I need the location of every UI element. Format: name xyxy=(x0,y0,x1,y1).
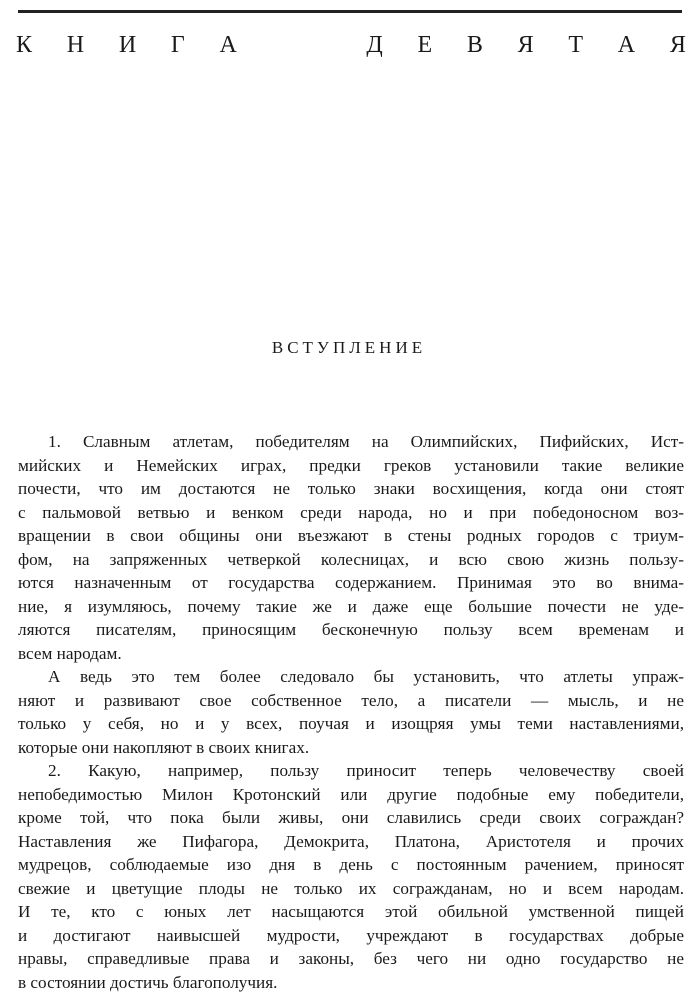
text-line: А ведь это тем более следовало бы установить, что атлеты упраж- xyxy=(48,667,684,686)
text-line: фом, на запряженных четверкой колесницах, и всю свою жизнь пользу- xyxy=(18,549,684,569)
text-line: всем народам. xyxy=(18,643,122,663)
book-title-letter: Я xyxy=(669,32,686,58)
section-title: ВСТУПЛЕНИЕ xyxy=(271,338,427,357)
text-line: нравы, справедливые права и законы, без чего ни одно государство не xyxy=(18,949,684,968)
book-title-letter: К xyxy=(16,32,33,58)
text-line: с пальмовой ветвью и венком среди народа, но и при победоносном воз- xyxy=(18,502,684,522)
text-line: только у себя, но и у всех, поучая и изощряя умы теми наставлениями, xyxy=(18,714,684,733)
text-line: 2. Какую, например, пользу приносит теперь человечеству своей xyxy=(48,761,684,780)
text-line: 1. Славным атлетам, победителям на Олимпийских, Пифийских, Ист- xyxy=(48,432,684,451)
body-text xyxy=(18,430,684,994)
text-line: ляются писателям, приносящим бесконечную пользу всем временам и xyxy=(18,620,684,639)
text-line: и достигают наивысшей мудрости, учреждают в государствах добрые xyxy=(18,925,684,945)
text-line: Наставления же Пифагора, Демокрита, Платона, Аристотеля и прочих xyxy=(18,831,684,851)
text-line: няют и развивают свое собственное тело, а писатели — мысль, и не xyxy=(18,690,684,710)
text-line: ются назначенным от государства содержанием. Принимая это во внима- xyxy=(18,573,684,592)
book-title-word-gap xyxy=(272,30,332,60)
book-title-letter: А xyxy=(219,32,237,58)
book-title-letter: Я xyxy=(517,32,534,58)
book-title-letter: Е xyxy=(417,32,433,58)
book-title-letter: Т xyxy=(568,32,584,58)
text-line: мийских и Немейских играх, предки греков установили такие великие xyxy=(18,455,684,475)
book-title-letter: Н xyxy=(66,32,85,58)
text-line: в состоянии достичь благополучия. xyxy=(18,972,278,992)
book-title-letter: А xyxy=(617,32,636,58)
book-title-letter: Г xyxy=(170,32,185,58)
book-title-letter: И xyxy=(118,32,137,58)
text-line: вращении в свои общины они въезжают в стены родных городов с триум- xyxy=(18,526,684,545)
text-line: ние, я изумляюсь, почему такие же и даже еще большие почести не уде- xyxy=(18,596,684,616)
text-line: почести, что им достаются не только знаки восхищения, когда они стоят xyxy=(18,479,684,498)
text-line: непобедимостью Милон Кротонский или другие подобные ему победители, xyxy=(18,784,684,804)
book-title-letter: Д xyxy=(366,32,383,58)
text-line: И те, кто с юных лет насыщаются этой обильной умственной пищей xyxy=(18,902,684,921)
text-line: которые они накопляют в своих книгах. xyxy=(18,737,310,757)
header-rule xyxy=(18,10,682,13)
book-title xyxy=(16,30,686,60)
text-line: свежие и цветущие плоды не только их согражданам, но и всем народам. xyxy=(18,878,684,898)
text-line: кроме той, что пока были живы, они славились среди своих сограждан? xyxy=(18,808,684,827)
text-line: мудрецов, соблюдаемые изо дня в день с постоянным рачением, приносят xyxy=(18,855,684,874)
book-title-letter: В xyxy=(466,32,483,58)
